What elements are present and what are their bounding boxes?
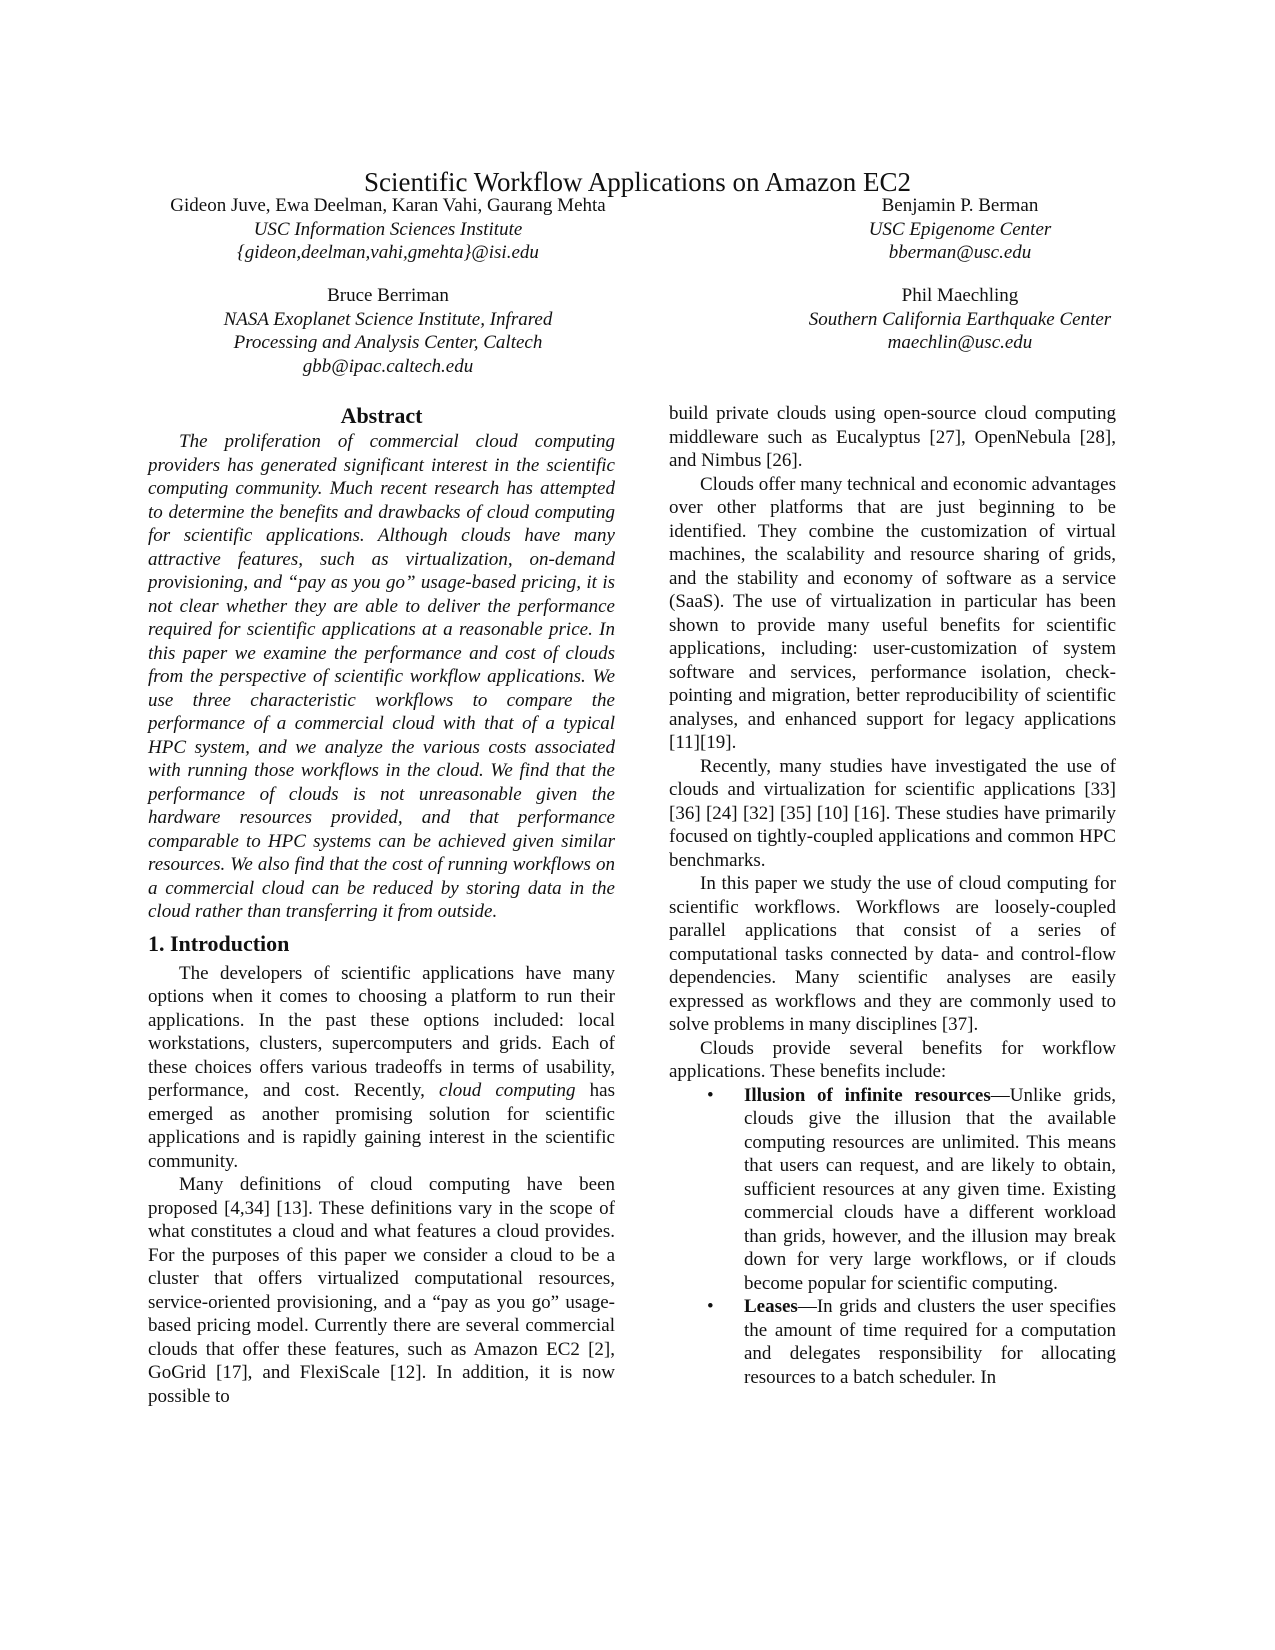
- paper-title: Scientific Workflow Applications on Amazon EC2: [363, 167, 911, 198]
- emphasis-text: cloud computing: [439, 1080, 576, 1101]
- abstract-heading: Abstract: [340, 403, 423, 428]
- paragraph: Recently, many studies have investigated the use of clouds and virtualization for scientific applications [33] [36] [24] [32] [35] [10] [16]. These studies have primarily focused on tightly-coupled applications and common HPC benchmarks.: [669, 755, 1116, 871]
- list-item: [669, 1295, 1116, 1389]
- paragraph: In this paper we study the use of cloud computing for scientific workflows. Workflows are loosely-coupled parallel applications that consist of a series of computational tasks connected by data- and control-flow dependencies. Many scientific analyses are easily expressed as workflows and they are commonly used to solve problems in many disciplines [37].: [669, 873, 1116, 1035]
- author-affiliation: Processing and Analysis Center, Caltech: [233, 332, 543, 353]
- paragraph-text: The developers of scientific applications have many options when it comes to choosing a platform to run their applications. In the past these options included: local workstations, clusters, supercomputers and grids. Each of these choices offers various tradeoffs in terms of usability, performance, and cost. Recently,: [148, 962, 615, 1101]
- paragraph: Many definitions of cloud computing have been proposed [4,34] [13]. These definitions vary in the scope of what constitutes a cloud and what features a cloud provides. For the purposes of this paper we consider a cloud to be a cluster that offers virtualized computational resources, service-oriented provisioning, and a “pay as you go” usage-based pricing model. Currently there are several commercial clouds that offer these features, such as Amazon EC2 [2], GoGrid [17], and FlexiScale [12]. In addition, it is now possible to: [148, 1174, 615, 1407]
- abstract-body: The proliferation of commercial cloud computing providers has generated significant interest in the scientific computing community. Much recent research has attempted to determine the benefits and drawbacks of cloud computing for scientific applications. Although clouds have many attractive features, such as virtualization, on-demand provisioning, and “pay as you go” usage-based pricing, it is not clear whether they are able to deliver the performance required for scientific applications at a reasonable price. In this paper we examine the performance and cost of clouds from the perspective of scientific workflow applications. We use three characteristic workflows to compare the performance of a commercial cloud with that of a typical HPC system, and we analyze the various costs associated with running those workflows in the cloud. We find that the performance of clouds is not unreasonable given the hardware resources provided, and that performance comparable to HPC systems can be achieved given similar resources. We also find that the cost of running workflows on a commercial cloud can be reduced by storing data in the cloud rather than transferring it from outside.: [148, 431, 615, 922]
- bullet-icon: •: [707, 1084, 714, 1106]
- author-block: [148, 194, 628, 265]
- paragraph: [148, 962, 615, 1174]
- bullet-term: Illusion of infinite resources: [744, 1084, 991, 1106]
- left-column: [148, 402, 615, 1408]
- author-block: [148, 284, 628, 378]
- paragraph: Clouds offer many technical and economic advantages over other platforms that are just beginning to be identified. They combine the customization of virtual machines, the scalability and resource sharing of grids, and the stability and economy of software as a service (SaaS). The use of virtualization in particular has been shown to provide many useful benefits for scientific applications, including: user-customization of system software and services, performance isolation, check-pointing and migration, better reproducibility of scientific analyses, and enhanced support for legacy applications [11][19].: [669, 473, 1116, 753]
- author-names: Bruce Berriman: [327, 285, 449, 306]
- author-affiliation: USC Information Sciences Institute: [253, 218, 523, 240]
- bullet-icon: •: [707, 1296, 714, 1317]
- paragraph: Clouds provide several benefits for workflow applications. These benefits include:: [669, 1037, 1116, 1082]
- author-block: [790, 194, 1130, 265]
- author-names: Gideon Juve, Ewa Deelman, Karan Vahi, Gaurang Mehta: [170, 195, 606, 216]
- author-email: {gideon,deelman,vahi,gmehta}@isi.edu: [237, 242, 539, 263]
- introduction-heading: 1. Introduction: [148, 930, 290, 956]
- bullet-text: —Unlike grids, clouds give the illusion that the available computing resources are unlimited. This means that users can request, and are likely to obtain, sufficient resources at any given time. Existing commercial clouds have a different workload than grids, however, and the illusion may break down for very large workflows, or if clouds become popular for scientific computing.: [744, 1084, 1116, 1294]
- paragraph-continued: build private clouds using open-source cloud computing middleware such as Eucalyptus [27], OpenNebula [28], and Nimbus [26].: [669, 403, 1116, 471]
- author-block: [740, 284, 1180, 355]
- author-names: Benjamin P. Berman: [881, 195, 1039, 216]
- author-email: bberman@usc.edu: [888, 242, 1032, 263]
- author-email: gbb@ipac.caltech.edu: [302, 355, 474, 377]
- author-email: maechlin@usc.edu: [887, 332, 1033, 353]
- bullet-term: Leases: [744, 1296, 798, 1317]
- benefits-list: [669, 1084, 1116, 1390]
- author-names: Phil Maechling: [901, 285, 1019, 306]
- author-affiliation: USC Epigenome Center: [868, 218, 1052, 240]
- right-column: [669, 402, 1116, 1389]
- bullet-text: —In grids and clusters the user specifies the amount of time required for a computation and delegates responsibility for allocating resources to a batch scheduler. In: [744, 1296, 1116, 1388]
- list-item: [669, 1084, 1116, 1296]
- author-affiliation: Southern California Earthquake Center: [808, 308, 1112, 330]
- author-affiliation: NASA Exoplanet Science Institute, Infrared: [223, 308, 553, 330]
- paragraph-text: has emerged as another promising solution for scientific applications and is rapidly gaining interest in the scientific community.: [148, 1080, 615, 1172]
